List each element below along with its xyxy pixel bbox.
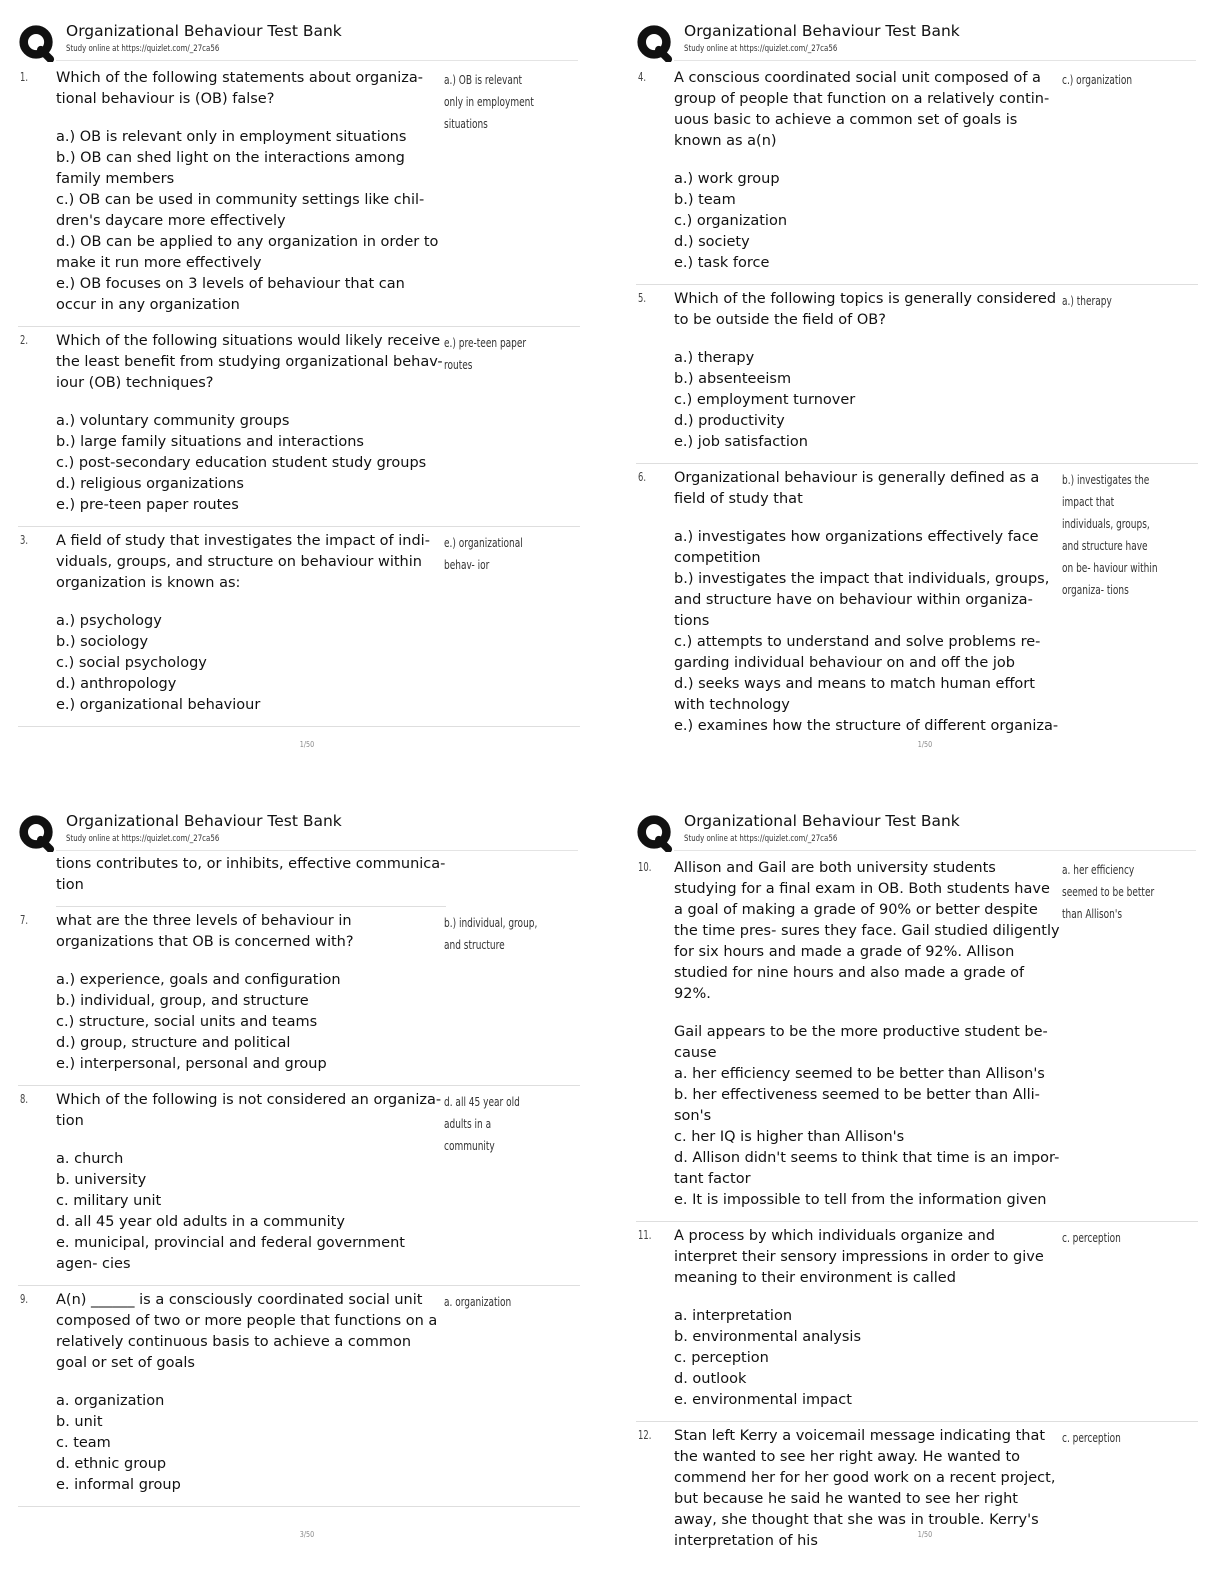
page-number: 1/50 — [917, 740, 933, 749]
option-list — [674, 348, 1064, 453]
page-header — [18, 22, 578, 62]
question-number: 6. — [638, 470, 647, 484]
option: b.) sociology — [56, 634, 149, 650]
option: b.) investigates the impact that individuals, groups, and structure have on behaviour within organiza- tions — [674, 571, 1050, 629]
question-number: 9. — [20, 1292, 29, 1306]
option: a. interpretation — [674, 1308, 793, 1324]
question-card — [18, 907, 580, 1086]
option: b. unit — [56, 1414, 103, 1430]
question-card — [18, 327, 580, 527]
option: a.) therapy — [674, 350, 755, 366]
option: c.) OB can be used in community settings like chil- dren's daycare more effectively — [56, 192, 425, 229]
header-divider — [674, 60, 1196, 61]
answer-text: a.) therapy — [1062, 293, 1112, 308]
question-number: 2. — [20, 333, 29, 347]
question-number: 5. — [638, 291, 647, 305]
question-list — [18, 854, 580, 1507]
option: a.) experience, goals and configuration — [56, 972, 341, 988]
question-number: 7. — [20, 913, 29, 927]
question-text: Which of the following topics is generally considered to be outside the field of OB? — [674, 291, 1057, 328]
document-subtitle: Study online at https://quizlet.com/_27ca56 — [66, 44, 220, 54]
option: d.) OB can be applied to any organization in order to make it run more effectively — [56, 234, 439, 271]
option-list — [56, 970, 446, 1075]
question-number: 12. — [638, 1428, 652, 1442]
page-header — [636, 22, 1196, 62]
quizlet-logo-icon — [18, 814, 56, 852]
answer-text: c. perception — [1062, 1230, 1121, 1245]
option: e.) examines how the structure of different organiza- — [674, 718, 1059, 734]
question-card — [18, 527, 580, 727]
option: d. Allison didn't seems to think that time is an impor- tant factor — [674, 1150, 1060, 1187]
option: b.) OB can shed light on the interactions among family members — [56, 150, 405, 187]
option-list — [674, 1022, 1064, 1211]
question-text: Which of the following statements about organiza- tional behaviour is (OB) false? — [56, 70, 423, 107]
option-list — [674, 169, 1064, 274]
document-subtitle: Study online at https://quizlet.com/_27ca56 — [684, 834, 838, 844]
document-title: Organizational Behaviour Test Bank — [684, 22, 960, 40]
option: d.) anthropology — [56, 676, 177, 692]
option: d. outlook — [674, 1371, 747, 1387]
option: c. perception — [674, 1350, 769, 1366]
option: d.) productivity — [674, 413, 785, 429]
document-title: Organizational Behaviour Test Bank — [684, 812, 960, 830]
page-number: 3/50 — [299, 1530, 315, 1539]
option: d.) religious organizations — [56, 476, 244, 492]
question-card — [636, 1222, 1198, 1422]
document-subtitle: Study online at https://quizlet.com/_27ca56 — [684, 44, 838, 54]
question-number: 4. — [638, 70, 647, 84]
question-text: Allison and Gail are both university students studying for a final exam in OB. Both students have a goal of making a grade of 90% or better despite the time pres- sures they face. Gail studied diligently for six hours and made a grade of 92%. Allison studied for nine hours and also made a grade of 92%. — [674, 860, 1060, 1002]
answer-text: b.) investigates the impact that individuals, groups, and structure have on be- haviour within organiza- tions — [1062, 472, 1158, 597]
option: e.) interpersonal, personal and group — [56, 1056, 327, 1072]
option: e.) job satisfaction — [674, 434, 808, 450]
question-list — [636, 64, 1198, 747]
continuation-text: tions contributes to, or inhibits, effective communica- tion — [56, 854, 446, 907]
option: b. university — [56, 1172, 147, 1188]
question-number: 8. — [20, 1092, 29, 1106]
question-text: A conscious coordinated social unit composed of a group of people that function on a relatively contin- uous basic to achieve a common set of goals is known as a(n) — [674, 70, 1050, 149]
document-subtitle: Study online at https://quizlet.com/_27ca56 — [66, 834, 220, 844]
quizlet-logo-icon — [18, 24, 56, 62]
question-text: A(n) ______ is a consciously coordinated social unit composed of two or more people that functions on a relatively continuous basis to achieve a common goal or set of goals — [56, 1292, 438, 1371]
option: d.) seeks ways and means to match human effort with technology — [674, 676, 1035, 713]
question-card — [18, 64, 580, 327]
option: b. her effectiveness seemed to be better than Alli- son's — [674, 1087, 1040, 1124]
question-text: Stan left Kerry a voicemail message indicating that the wanted to see her right away. He wanted to commend her for her good work on a recent project, but because he said he wanted to see her right away, she thought that she was in trouble. Kerry's interpretation of his — [674, 1428, 1056, 1549]
answer-text: c. perception — [1062, 1430, 1121, 1445]
option: b.) large family situations and interactions — [56, 434, 364, 450]
question-card — [636, 285, 1198, 464]
option-list — [56, 611, 446, 716]
option-list — [56, 127, 446, 316]
option: a. her efficiency seemed to be better than Allison's — [674, 1066, 1045, 1082]
option: e.) pre-teen paper routes — [56, 497, 239, 513]
option: a.) voluntary community groups — [56, 413, 290, 429]
header-divider — [56, 850, 578, 851]
option: c.) structure, social units and teams — [56, 1014, 318, 1030]
option-list — [674, 1306, 1064, 1411]
option: a. church — [56, 1151, 124, 1167]
option: a.) OB is relevant only in employment situations — [56, 129, 407, 145]
option: d. all 45 year old adults in a community — [56, 1214, 345, 1230]
page-number: 1/50 — [917, 1530, 933, 1539]
option: c.) attempts to understand and solve problems re- garding individual behaviour on and off the job — [674, 634, 1041, 671]
answer-text: e.) organizational behav- ior — [444, 535, 523, 572]
question-text: what are the three levels of behaviour in organizations that OB is concerned with? — [56, 913, 354, 950]
question-list — [636, 854, 1198, 1562]
answer-text: a. organization — [444, 1294, 512, 1309]
option: e.) OB focuses on 3 levels of behaviour that can occur in any organization — [56, 276, 405, 313]
option: c.) social psychology — [56, 655, 207, 671]
option: b.) absenteeism — [674, 371, 792, 387]
answer-text: a.) OB is relevant only in employment situations — [444, 72, 534, 131]
page-3 — [18, 812, 598, 1572]
option: b.) individual, group, and structure — [56, 993, 309, 1009]
page-number: 1/50 — [299, 740, 315, 749]
option: a. organization — [56, 1393, 165, 1409]
page-1 — [18, 22, 598, 782]
option: e. informal group — [56, 1477, 181, 1493]
question-card — [636, 1422, 1198, 1562]
document-title: Organizational Behaviour Test Bank — [66, 812, 342, 830]
option: a.) work group — [674, 171, 780, 187]
question-number: 10. — [638, 860, 652, 874]
option: b. environmental analysis — [674, 1329, 861, 1345]
question-number: 3. — [20, 533, 29, 547]
option: a.) investigates how organizations effectively face competition — [674, 529, 1039, 566]
option-list — [56, 1149, 446, 1275]
answer-text: d. all 45 year old adults in a community — [444, 1094, 520, 1153]
document-title: Organizational Behaviour Test Bank — [66, 22, 342, 40]
option-list — [674, 527, 1064, 737]
option: e. It is impossible to tell from the information given — [674, 1192, 1047, 1208]
question-list — [18, 64, 580, 727]
question-text: A field of study that investigates the impact of indi- viduals, groups, and structure on behaviour within organization is known as: — [56, 533, 430, 591]
question-text: A process by which individuals organize and interpret their sensory impressions in order to give meaning to their environment is called — [674, 1228, 1044, 1286]
option: d.) group, structure and political — [56, 1035, 291, 1051]
quizlet-logo-icon — [636, 814, 674, 852]
answer-text: c.) organization — [1062, 72, 1133, 87]
question-lead: Gail appears to be the more productive student be- cause — [674, 1024, 1048, 1061]
option: e. environmental impact — [674, 1392, 852, 1408]
option: a.) psychology — [56, 613, 162, 629]
question-text: Which of the following is not considered an organiza- tion — [56, 1092, 442, 1129]
option: e. municipal, provincial and federal government agen- cies — [56, 1235, 405, 1272]
question-number: 1. — [20, 70, 29, 84]
page-header — [636, 812, 1196, 852]
option: e.) task force — [674, 255, 770, 271]
answer-text: e.) pre-teen paper routes — [444, 335, 527, 372]
question-card — [18, 1286, 580, 1507]
page-header — [18, 812, 578, 852]
question-card — [636, 854, 1198, 1222]
option: d.) society — [674, 234, 750, 250]
question-number: 11. — [638, 1228, 652, 1242]
option: c.) employment turnover — [674, 392, 856, 408]
option: c. team — [56, 1435, 111, 1451]
question-text: Organizational behaviour is generally defined as a field of study that — [674, 470, 1040, 507]
header-divider — [674, 850, 1196, 851]
option-list — [56, 411, 446, 516]
option: c. her IQ is higher than Allison's — [674, 1129, 905, 1145]
question-text: Which of the following situations would likely receive the least benefit from studying organizational behav- iour (OB) techniques? — [56, 333, 443, 391]
option: e.) organizational behaviour — [56, 697, 261, 713]
quizlet-logo-icon — [636, 24, 674, 62]
question-card — [636, 64, 1198, 285]
option: d. ethnic group — [56, 1456, 167, 1472]
option-list — [56, 1391, 446, 1496]
option: c. military unit — [56, 1193, 162, 1209]
option: b.) team — [674, 192, 736, 208]
question-card — [636, 464, 1198, 747]
header-divider — [56, 60, 578, 61]
question-card — [18, 1086, 580, 1286]
option: c.) post-secondary education student study groups — [56, 455, 427, 471]
page-4 — [636, 812, 1216, 1572]
page-2 — [636, 22, 1216, 782]
option: c.) organization — [674, 213, 788, 229]
answer-text: a. her efficiency seemed to be better than Allison's — [1062, 862, 1155, 921]
answer-text: b.) individual, group, and structure — [444, 915, 538, 952]
